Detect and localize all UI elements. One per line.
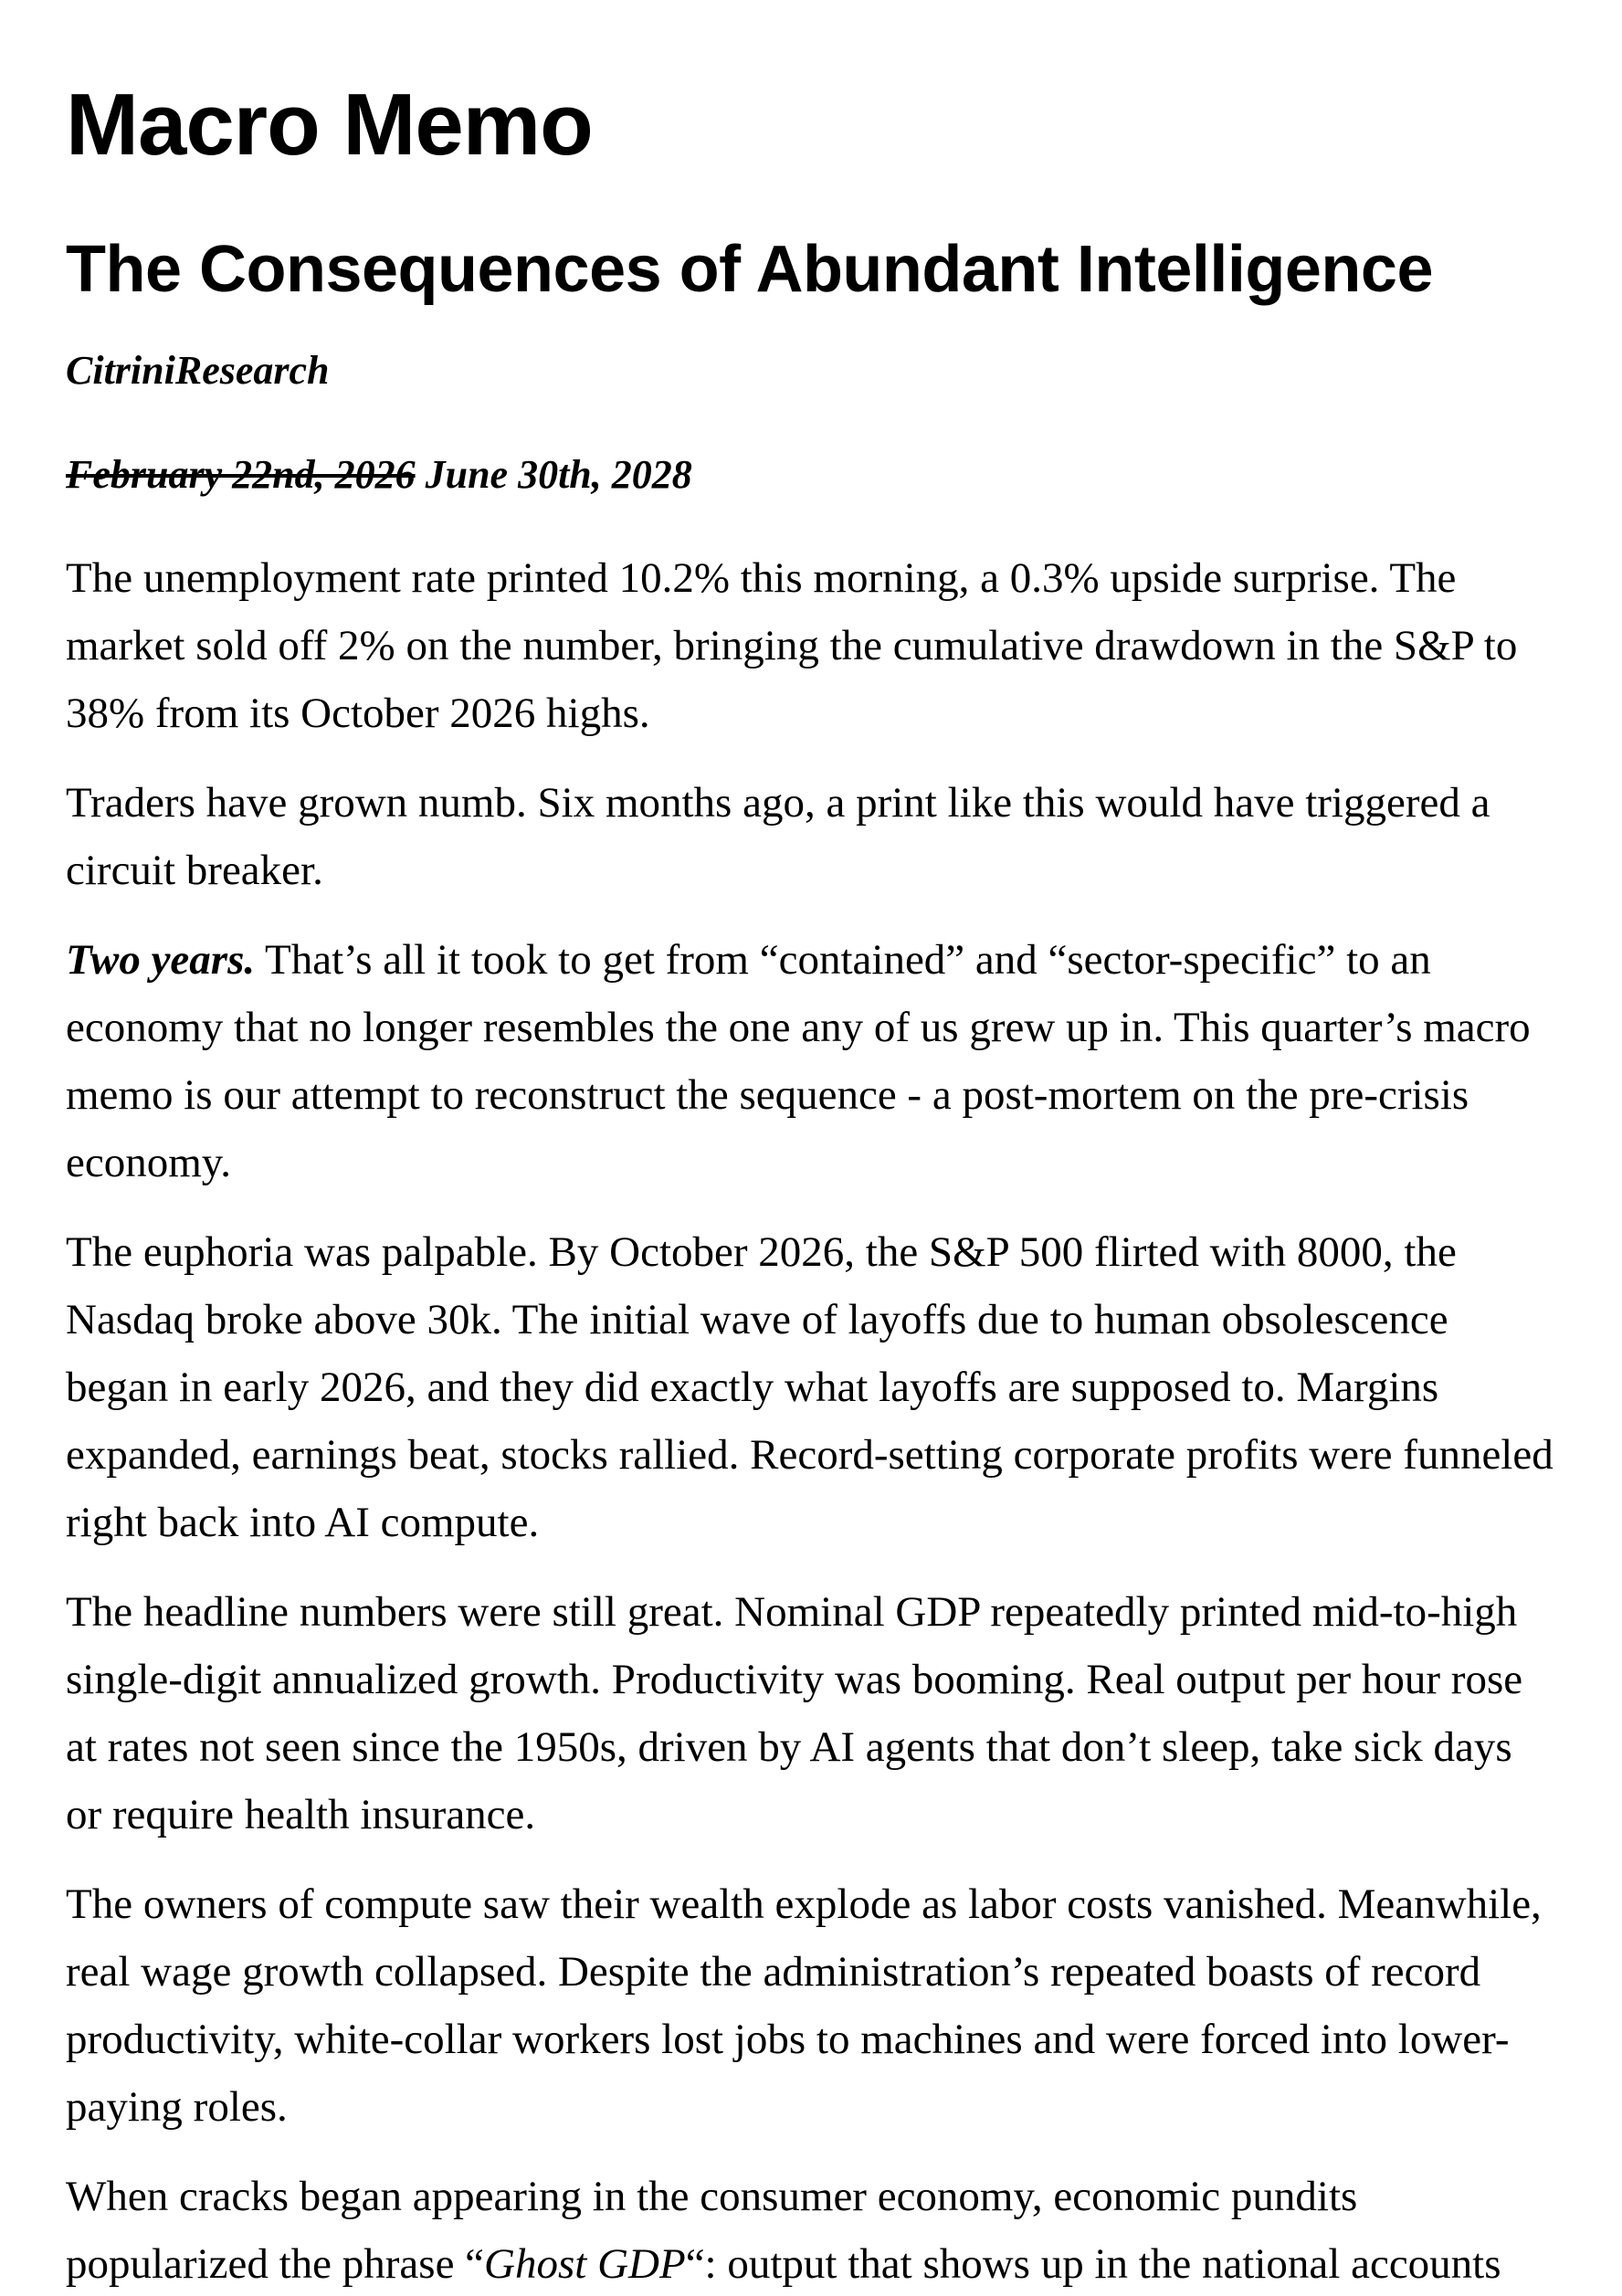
paragraph-segment: “: output that shows up in the national accounts [685,2240,1501,2288]
author-name: CitriniResearch [66,348,330,393]
article-subtitle: The Consequences of Abundant Intelligence [66,233,1433,306]
paragraph-segment: Ghost GDP [484,2240,686,2288]
paragraph-segment: The unemployment rate printed 10.2% this morning, a 0.3% upside surprise. The market sold off 2% on the number, bringing the cumulative drawdown in the S&P to 38% from its October 2026 highs. [66,554,1518,737]
paragraph-segment: That’s all it took to get from “contained” and “sector-specific” to an economy that no longer resembles the one any of us grew up in. This quarter’s macro memo is our attempt to reconstruct the sequence - a post-mortem on the pre-crisis economy. [66,936,1531,1186]
paragraph [66,544,1554,747]
byline [66,342,1554,400]
paragraph-segment: The headline numbers were still great. Nominal GDP repeatedly printed mid-to-high single-digit annualized growth. Productivity was booming. Real output per hour rose at rates not seen since the 1950s, driven by AI agents that don’t sleep, take sick days or require health insurance. [66,1588,1523,1838]
paragraph [66,1578,1554,1848]
article [66,75,1554,2296]
paragraph-segment: Two years. [66,936,256,984]
paragraph [66,1218,1554,1556]
paragraph [66,1870,1554,2141]
article-body [66,544,1554,2296]
date-current: June 30th, 2028 [425,452,692,497]
page-title: Macro Memo [66,76,593,174]
paragraph-segment: The owners of compute saw their wealth explode as labor costs vanished. Meanwhile, real wage growth collapsed. Despite the administration’s repeated boasts of record productivity, white-collar workers lost jobs to machines and were forced into lower-paying roles. [66,1880,1542,2131]
dateline [66,446,1554,504]
date-struck: February 22nd, 2026 [66,452,416,497]
paragraph [66,2163,1554,2296]
paragraph-segment: Traders have grown numb. Six months ago, a print like this would have triggered a circuit breaker. [66,779,1490,894]
paragraph-segment: The euphoria was palpable. By October 2026, the S&P 500 flirted with 8000, the Nasdaq broke above 30k. The initial wave of layoffs due to human obsolescence began in early 2026, and they did exactly what layoffs are supposed to. Margins expanded, earnings beat, stocks rallied. Record-setting corporate profits were funneled right back into AI compute. [66,1228,1554,1546]
paragraph-segment: When cracks began appearing in the consumer economy, economic pundits popularized the phrase “ [66,2173,1358,2288]
paragraph [66,926,1554,1196]
paragraph [66,769,1554,904]
